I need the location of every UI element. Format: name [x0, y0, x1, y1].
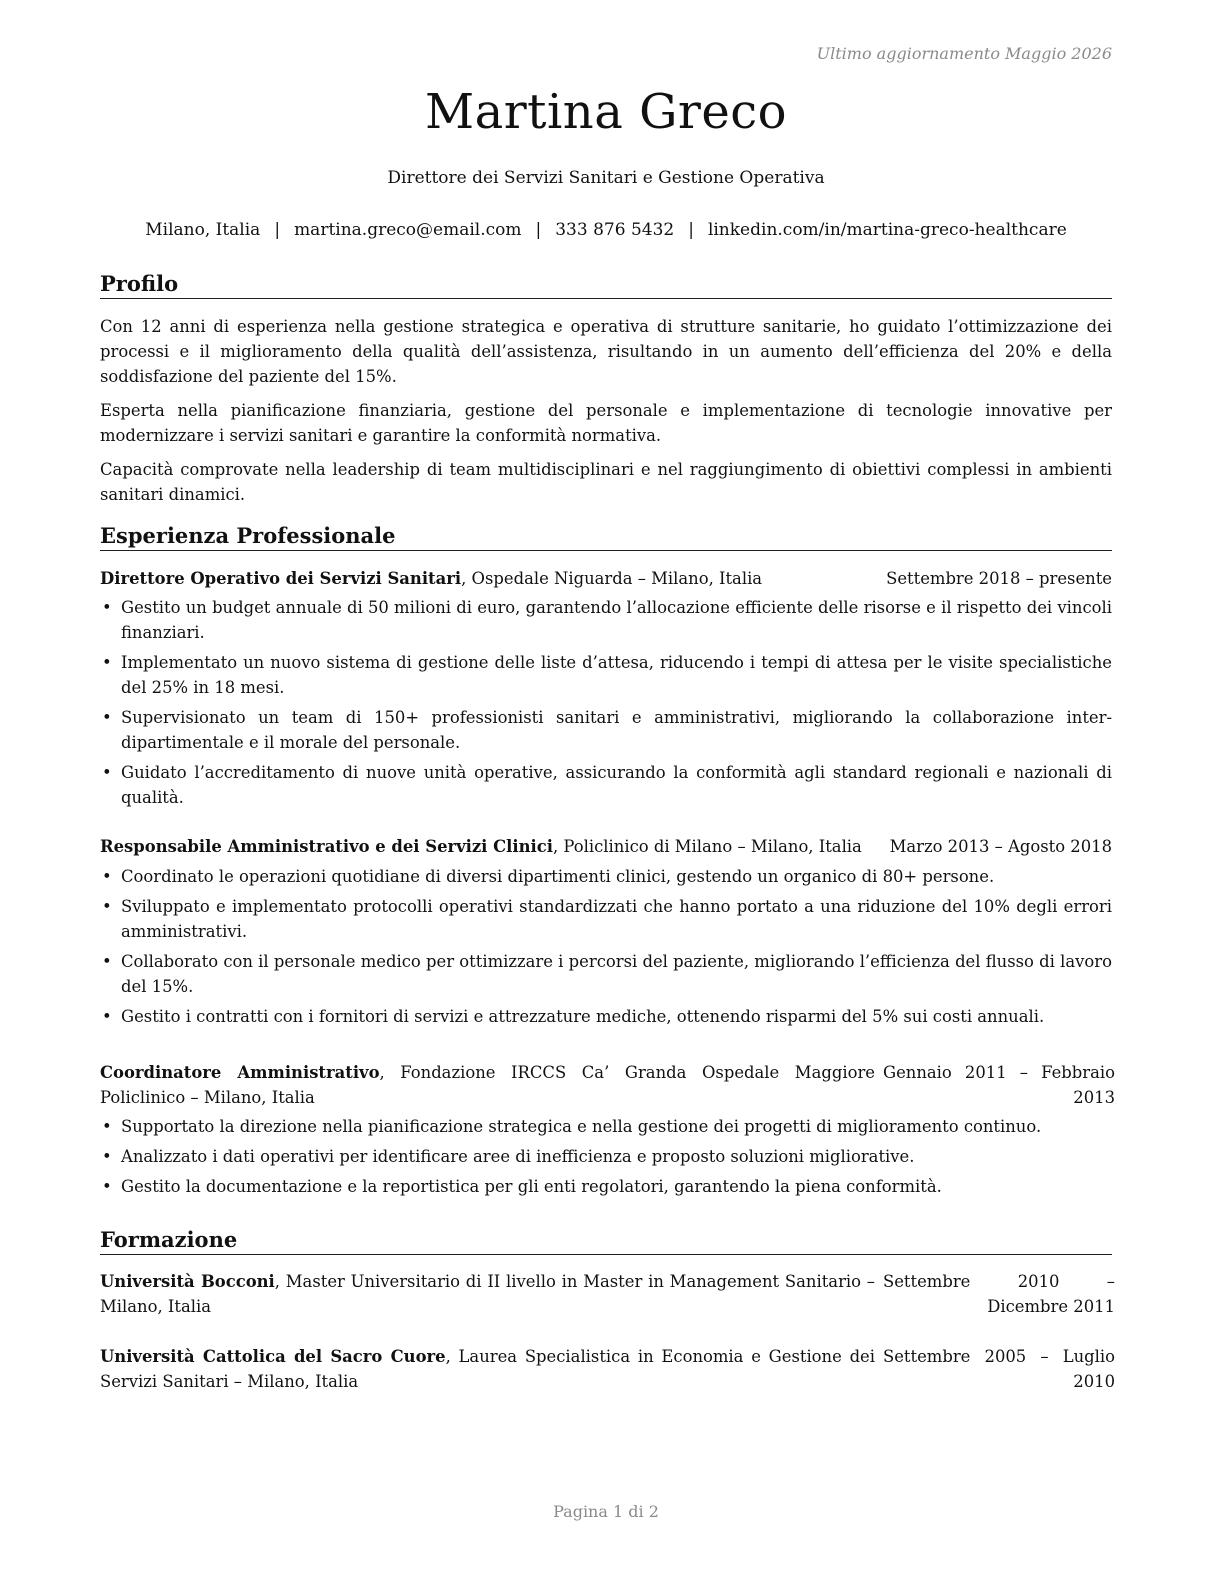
education-dates: Settembre 2005 – Luglio 2010 — [883, 1347, 1115, 1391]
job-header — [100, 834, 1112, 859]
contact-location: Milano, Italia — [145, 220, 261, 240]
education-dates: Settembre 2010 – Dicembre 2011 — [883, 1272, 1115, 1316]
last-updated: Ultimo aggiornamento Maggio 2026 — [816, 44, 1112, 63]
list-item: • Gestito un budget annuale di 50 milioni di euro, garantendo l’allocazione efficiente delle risorse e il rispetto dei vincoli finanziari. — [100, 595, 1112, 645]
education-school: Università Bocconi — [100, 1272, 275, 1291]
profile-paragraph: Capacità comprovate nella leadership di team multidisciplinari e nel raggiungimento di obiettivi complessi in ambienti sanitari dinamici. — [100, 460, 1112, 504]
education-degree: , Master Universitario di II livello in Master in Management Sanitario – Milano, Italia — [100, 1272, 875, 1316]
job-bullets — [100, 1114, 1112, 1204]
list-item: • Gestito la documentazione e la reportistica per gli enti regolatori, garantendo la piena conformità. — [100, 1174, 1112, 1199]
list-item: • Gestito i contratti con i fornitori di servizi e attrezzature mediche, ottenendo risparmi del 5% sui costi annuali. — [100, 1004, 1112, 1029]
section-heading-education: Formazione — [100, 1227, 1112, 1255]
contact-linkedin[interactable]: linkedin.com/in/martina-greco-healthcare — [707, 220, 1067, 240]
list-item: • Collaborato con il personale medico per ottimizzare i percorsi del paziente, migliorando l’efficienza del flusso di lavoro del 15%. — [100, 949, 1112, 999]
list-item: • Coordinato le operazioni quotidiane di diversi dipartimenti clinici, gestendo un organico di 80+ persone. — [100, 864, 1112, 889]
job-header — [100, 1060, 1115, 1110]
contact-info — [100, 220, 1112, 240]
contact-separator: | — [274, 220, 281, 240]
candidate-title: Direttore dei Servizi Sanitari e Gestione Operativa — [387, 168, 825, 188]
contact-email[interactable]: martina.greco@email.com — [294, 220, 522, 240]
job-dates: Gennaio 2011 – Febbraio 2013 — [883, 1063, 1115, 1107]
profile-paragraph: Esperta nella pianificazione finanziaria, gestione del personale e implementazione di tecnologie innovative per modernizzare i servizi sanitari e garantire la conformità normativa. — [100, 401, 1112, 445]
resume-page — [100, 0, 1115, 1584]
list-item: • Implementato un nuovo sistema di gestione delle liste d’attesa, riducendo i tempi di attesa per le visite specialistiche del 25% in 18 mesi. — [100, 650, 1112, 700]
job-dates: Marzo 2013 – Agosto 2018 — [889, 837, 1112, 856]
education-school-degree — [100, 1269, 875, 1319]
job-bullets — [100, 595, 1112, 815]
profile-paragraph: Con 12 anni di esperienza nella gestione strategica e operativa di strutture sanitarie, ho guidato l’ottimizzazione dei processi e il miglioramento della qualità dell’assistenza, risultando in un aumento dell’efficienza del 20% e della soddisfazione del paziente del 15%. — [100, 317, 1112, 386]
job-role-org — [100, 1060, 875, 1110]
education-school: Università Cattolica del Sacro Cuore — [100, 1347, 446, 1366]
list-item: • Sviluppato e implementato protocolli operativi standardizzati che hanno portato a una riduzione del 10% degli errori amministrativi. — [100, 894, 1112, 944]
section-heading-profile: Profilo — [100, 271, 1112, 299]
list-item: • Analizzato i dati operativi per identificare aree di inefficienza e proposto soluzioni migliorative. — [100, 1144, 1112, 1169]
job-role: Coordinatore Amministrativo — [100, 1063, 380, 1082]
section-heading-experience: Esperienza Professionale — [100, 523, 1112, 551]
job-organization: , Ospedale Niguarda – Milano, Italia — [461, 569, 763, 588]
contact-separator: | — [535, 220, 542, 240]
list-item: • Guidato l’accreditamento di nuove unità operative, assicurando la conformità agli standard regionali e nazionali di qualità. — [100, 760, 1112, 810]
job-role-org — [100, 834, 882, 859]
job-organization: , Fondazione IRCCS Ca’ Granda Ospedale Maggiore Policlinico – Milano, Italia — [100, 1063, 875, 1107]
page-number: Pagina 1 di 2 — [553, 1502, 659, 1521]
contact-phone: 333 876 5432 — [555, 220, 675, 240]
education-degree: , Laurea Specialistica in Economia e Gestione dei Servizi Sanitari – Milano, Italia — [100, 1347, 876, 1391]
candidate-name: Martina Greco — [424, 84, 788, 140]
job-role: Direttore Operativo dei Servizi Sanitari — [100, 569, 462, 588]
job-dates: Settembre 2018 – presente — [886, 569, 1112, 588]
job-bullets — [100, 864, 1112, 1034]
list-item: • Supervisionato un team di 150+ professionisti sanitari e amministrativi, migliorando la collaborazione inter-dipartimentale e il morale del personale. — [100, 705, 1112, 755]
list-item: • Supportato la direzione nella pianificazione strategica e nella gestione dei progetti di miglioramento continuo. — [100, 1114, 1112, 1139]
education-entry — [100, 1344, 1115, 1394]
job-organization: , Policlinico di Milano – Milano, Italia — [552, 837, 862, 856]
education-entry — [100, 1269, 1115, 1319]
job-role: Responsabile Amministrativo e dei Servizi Clinici — [100, 837, 553, 856]
job-role-org — [100, 566, 878, 591]
job-header — [100, 566, 1112, 591]
contact-separator: | — [688, 220, 694, 240]
education-school-degree — [100, 1344, 875, 1394]
